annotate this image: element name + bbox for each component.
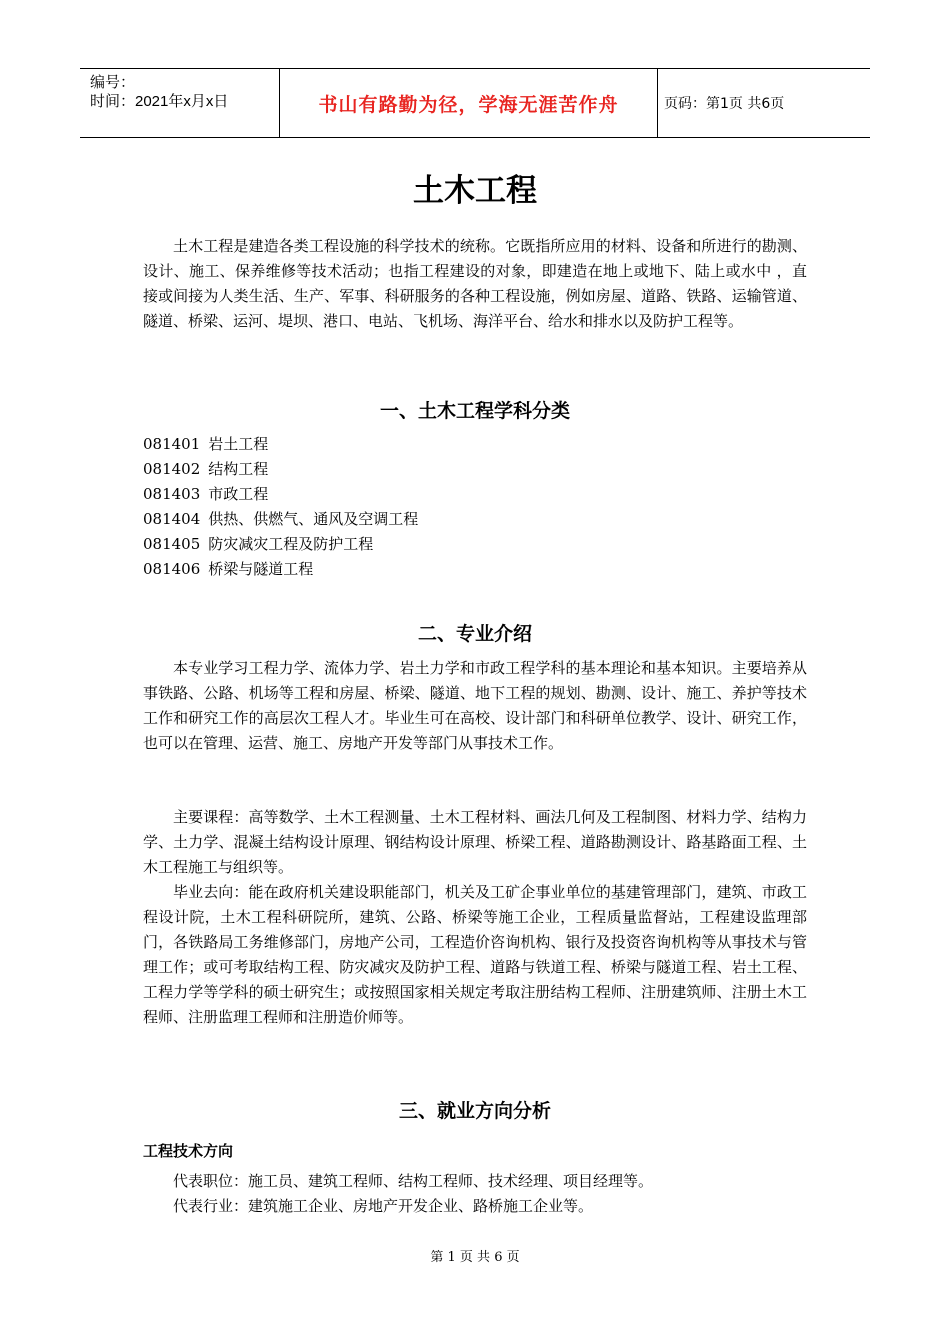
discipline-code: 081406 xyxy=(143,560,201,578)
section3-subheading: 工程技术方向 xyxy=(143,1142,234,1160)
discipline-name: 结构工程 xyxy=(208,460,269,478)
number-label: 编号： xyxy=(90,74,136,91)
section3-heading: 三、就业方向分析 xyxy=(398,1100,551,1122)
discipline-code: 081403 xyxy=(143,485,201,503)
discipline-code: 081405 xyxy=(143,535,201,553)
header-page-info: 页码：第1页 共6页 xyxy=(664,96,785,112)
header-motto: 书山有路勤为径，学海无涯苦作舟 xyxy=(280,69,658,137)
header-meta xyxy=(80,69,280,137)
time-label: 时间：2021年x月x日 xyxy=(90,93,229,110)
list-item xyxy=(143,507,418,532)
major-intro-paragraph: 本专业学习工程力学、流体力学、岩土力学和市政工程学科的基本理论和基本知识。主要培养从事铁路、公路、机场等工程和房屋、桥梁、隧道、地下工程的规划、勘测、设计、施工、养护等技术工作和研究工作的高层次工程人才。毕业生可在高校、设计部门和科研单位教学、设计、研究工作，也可以在管理、运营、施工、房地产开发等部门从事技术工作。 xyxy=(143,659,807,752)
career-paragraph: 毕业去向：能在政府机关建设职能部门，机关及工矿企事业单位的基建管理部门，建筑、市政工程设计院，土木工程科研院所，建筑、公路、桥梁等施工企业，工程质量监督站，工程建设监理部门，各铁路局工务维修部门，房地产公司，工程造价咨询机构、银行及投资咨询机构等从事技术与管理工作；或可考取结构工程、防灾减灾及防护工程、道路与铁道工程、桥梁与隧道工程、岩土工程、工程力学等学科的硕士研究生；或按照国家相关规定考取注册结构工程师、注册建筑师、注册土木工程师、注册监理工程师和注册造价师等。 xyxy=(143,883,807,1026)
intro-paragraph: 土木工程是建造各类工程设施的科学技术的统称。它既指所应用的材料、设备和所进行的勘测、设计、施工、保养维修等技术活动；也指工程建设的对象，即建造在地上或地下、陆上或水中 ，直接或间接为人类生活、生产、军事、科研服务的各种工程设施，例如房屋、道路、铁路、运输管道、隧道、桥梁、运河、堤坝、港口、电站、飞机场、海洋平台、给水和排水以及防护工程等。 xyxy=(143,237,807,330)
list-item xyxy=(143,482,418,507)
discipline-name: 防灾减灾工程及防护工程 xyxy=(208,535,374,553)
document-title: 土木工程 xyxy=(413,173,537,209)
section1-heading: 一、土木工程学科分类 xyxy=(379,400,570,422)
list-item xyxy=(143,557,418,582)
list-item xyxy=(143,457,418,482)
list-item xyxy=(143,532,418,557)
courses-block xyxy=(143,805,807,1030)
discipline-list xyxy=(143,432,418,582)
discipline-name: 供热、供燃气、通风及空调工程 xyxy=(208,510,419,528)
industries-line: 代表行业：建筑施工企业、房地产开发企业、路桥施工企业等。 xyxy=(173,1197,594,1215)
list-item xyxy=(143,432,418,457)
positions-line: 代表职位：施工员、建筑工程师、结构工程师、技术经理、项目经理等。 xyxy=(173,1172,654,1190)
discipline-name: 桥梁与隧道工程 xyxy=(208,560,314,578)
courses-paragraph: 主要课程：高等数学、土木工程测量、土木工程材料、画法几何及工程制图、材料力学、结构力学、土力学、混凝土结构设计原理、钢结构设计原理、桥梁工程、道路勘测设计、路基路面工程、土木工程施工与组织等。 xyxy=(143,808,807,876)
discipline-code: 081404 xyxy=(143,510,201,528)
intro-block xyxy=(143,234,807,334)
discipline-name: 市政工程 xyxy=(208,485,269,503)
section2-heading: 二、专业介绍 xyxy=(417,623,532,645)
header-table xyxy=(80,68,870,138)
employment-block xyxy=(143,1169,807,1219)
discipline-name: 岩土工程 xyxy=(208,435,269,453)
page-footer: 第 1 页 共 6 页 xyxy=(430,1250,520,1265)
major-intro-block xyxy=(143,656,807,756)
discipline-code: 081402 xyxy=(143,460,201,478)
discipline-code: 081401 xyxy=(143,435,201,453)
